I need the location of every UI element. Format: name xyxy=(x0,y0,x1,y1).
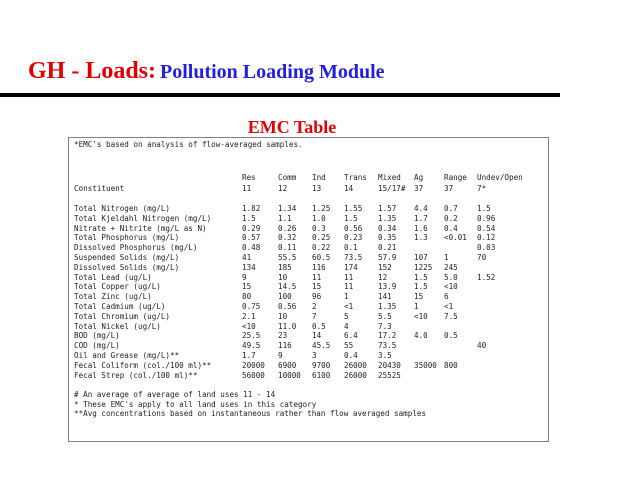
row-4-cell-3: 0.22 xyxy=(312,243,331,253)
row-15-cell-1: 1.7 xyxy=(242,351,256,360)
row-13-cell-4: 6.4 xyxy=(344,331,358,341)
row-16-cell-7: 800 xyxy=(444,360,458,370)
row-1-cell-7: 0.2 xyxy=(444,213,458,223)
row-9-cell-1: 80 xyxy=(242,292,252,302)
row-8-cell-1: 15 xyxy=(242,282,252,292)
row-17-cell-1: 56000 xyxy=(242,370,265,380)
row-4-cell-2: 0.11 xyxy=(278,243,297,253)
row-17-cell-2: 10000 xyxy=(278,370,301,380)
row-11-cell-2: 10 xyxy=(278,311,288,321)
row-5-cell-8: 70 xyxy=(477,253,487,262)
row-7-cell-6: 1.5 xyxy=(414,272,428,282)
table-header-row-landuse xyxy=(69,173,548,182)
row-2-cell-6: 1.6 xyxy=(414,223,428,233)
table-row xyxy=(69,263,548,272)
row-10-cell-0: Total Cadmium (ug/L) xyxy=(74,302,166,311)
header2-cell-7: 37 xyxy=(444,184,454,193)
row-1-cell-2: 1.1 xyxy=(278,213,292,223)
row-13-cell-0: BOD (mg/L) xyxy=(74,331,120,341)
row-3-cell-5: 0.35 xyxy=(378,233,397,243)
emc-table-image xyxy=(68,137,549,442)
row-3-cell-7: <0.01 xyxy=(444,233,467,243)
header1-cell-1: Res xyxy=(242,173,256,182)
row-0-cell-2: 1.34 xyxy=(278,204,297,213)
table-header-row-codes xyxy=(69,184,548,193)
header2-cell-2: 12 xyxy=(278,184,288,193)
row-0-cell-3: 1.25 xyxy=(312,204,331,213)
table-row xyxy=(69,243,548,252)
row-2-cell-7: 0.4 xyxy=(444,223,458,233)
row-14-cell-0: COD (mg/L) xyxy=(74,341,120,351)
title-prefix: GH - Loads: xyxy=(28,58,157,84)
row-9-cell-6: 15 xyxy=(414,292,424,302)
row-11-cell-5: 5.5 xyxy=(378,311,392,321)
row-9-cell-4: 1 xyxy=(344,292,349,302)
row-7-cell-3: 11 xyxy=(312,272,322,282)
title-divider xyxy=(0,93,560,97)
header2-cell-5: 15/17# xyxy=(378,184,406,193)
row-17-cell-0: Fecal Strep (col./100 ml)** xyxy=(74,370,198,380)
table-row xyxy=(69,312,548,321)
table-footnote: * These EMC's apply to all land uses in this category xyxy=(74,399,317,409)
row-7-cell-4: 11 xyxy=(344,272,354,282)
table-row xyxy=(69,331,548,340)
table-caption: *EMC's based on analysis of flow-averaged samples. xyxy=(74,140,303,149)
table-footnote: **Avg concentrations based on instantaneous rather than flow averaged samples xyxy=(74,409,427,419)
row-12-cell-2: 11.0 xyxy=(278,321,297,331)
row-1-cell-3: 1.0 xyxy=(312,213,326,223)
row-14-cell-4: 55 xyxy=(344,341,354,351)
row-6-cell-3: 116 xyxy=(312,262,326,272)
row-14-cell-1: 49.5 xyxy=(242,341,261,351)
row-4-cell-1: 0.48 xyxy=(242,243,261,253)
row-15-cell-3: 3 xyxy=(312,351,317,360)
row-0-cell-7: 0.7 xyxy=(444,204,458,213)
row-0-cell-6: 4.4 xyxy=(414,204,428,213)
row-17-cell-5: 25525 xyxy=(378,370,401,380)
table-footnote: # An average of average of land uses 11 - 14 xyxy=(74,390,276,400)
row-2-cell-2: 0.26 xyxy=(278,223,297,233)
row-10-cell-7: <1 xyxy=(444,302,454,311)
row-9-cell-3: 96 xyxy=(312,292,322,302)
row-13-cell-1: 25.5 xyxy=(242,331,261,341)
row-11-cell-4: 5 xyxy=(344,311,349,321)
row-17-cell-4: 26000 xyxy=(344,370,367,380)
row-2-cell-0: Nitrate + Nitrite (mg/L as N) xyxy=(74,223,207,233)
row-1-cell-1: 1.5 xyxy=(242,213,256,223)
row-7-cell-7: 5.0 xyxy=(444,272,458,282)
row-2-cell-4: 0.56 xyxy=(344,223,363,233)
row-16-cell-1: 20000 xyxy=(242,360,265,370)
row-14-cell-2: 116 xyxy=(278,341,292,351)
row-17-cell-3: 6100 xyxy=(312,370,331,380)
row-13-cell-2: 23 xyxy=(278,331,288,341)
row-9-cell-0: Total Zinc (ug/L) xyxy=(74,292,152,302)
table-row xyxy=(69,233,548,242)
header2-cell-4: 14 xyxy=(344,184,354,193)
table-row xyxy=(69,371,548,380)
row-12-cell-1: <10 xyxy=(242,321,256,331)
row-14-cell-8: 40 xyxy=(477,341,487,351)
row-6-cell-4: 174 xyxy=(344,262,358,272)
row-3-cell-1: 0.57 xyxy=(242,233,261,243)
row-4-cell-0: Dissolved Phosphorus (mg/L) xyxy=(74,243,198,253)
row-8-cell-2: 14.5 xyxy=(278,282,297,292)
slide-title xyxy=(28,58,385,85)
header2-cell-8: 7* xyxy=(477,184,487,193)
title-suffix: Pollution Loading Module xyxy=(160,61,385,83)
table-row xyxy=(69,361,548,370)
row-3-cell-0: Total Phosphorus (mg/L) xyxy=(74,233,180,243)
row-2-cell-5: 0.34 xyxy=(378,223,397,233)
table-row xyxy=(69,322,548,331)
row-10-cell-3: 2 xyxy=(312,302,317,311)
row-2-cell-8: 0.54 xyxy=(477,223,496,233)
row-15-cell-0: Oil and Grease (mg/L)** xyxy=(74,351,180,360)
emc-table-heading: EMC Table xyxy=(247,117,337,137)
row-5-cell-0: Suspended Solids (mg/L) xyxy=(74,253,180,262)
row-5-cell-5: 57.9 xyxy=(378,253,397,262)
row-16-cell-4: 26000 xyxy=(344,360,367,370)
table-row xyxy=(69,214,548,223)
row-15-cell-2: 9 xyxy=(278,351,283,360)
row-14-cell-5: 73.5 xyxy=(378,341,397,351)
row-12-cell-4: 4 xyxy=(344,321,349,331)
row-14-cell-3: 45.5 xyxy=(312,341,331,351)
row-11-cell-0: Total Chromium (ug/L) xyxy=(74,311,171,321)
row-13-cell-5: 17.2 xyxy=(378,331,397,341)
row-0-cell-0: Total Nitrogen (mg/L) xyxy=(74,204,171,213)
row-1-cell-8: 0.96 xyxy=(477,213,496,223)
row-11-cell-3: 7 xyxy=(312,311,317,321)
row-9-cell-7: 6 xyxy=(444,292,449,302)
header1-cell-7: Range xyxy=(444,173,467,182)
row-10-cell-6: 1 xyxy=(414,302,419,311)
row-2-cell-3: 0.3 xyxy=(312,223,326,233)
row-6-cell-6: 1225 xyxy=(414,262,433,272)
row-16-cell-2: 6900 xyxy=(278,360,297,370)
row-5-cell-2: 55.5 xyxy=(278,253,297,262)
row-0-cell-1: 1.82 xyxy=(242,204,261,213)
row-6-cell-7: 245 xyxy=(444,262,458,272)
row-4-cell-5: 0.21 xyxy=(378,243,397,253)
row-13-cell-3: 14 xyxy=(312,331,322,341)
header1-cell-5: Mixed xyxy=(378,173,401,182)
row-1-cell-4: 1.5 xyxy=(344,213,358,223)
row-7-cell-2: 10 xyxy=(278,272,288,282)
row-1-cell-0: Total Kjeldahl Nitrogen (mg/L) xyxy=(74,213,212,223)
row-8-cell-0: Total Copper (ug/L) xyxy=(74,282,161,292)
row-3-cell-4: 0.23 xyxy=(344,233,363,243)
row-7-cell-0: Total Lead (ug/L) xyxy=(74,272,152,282)
row-11-cell-7: 7.5 xyxy=(444,311,458,321)
row-13-cell-6: 4.0 xyxy=(414,331,428,341)
table-row xyxy=(69,273,548,282)
row-9-cell-5: 141 xyxy=(378,292,392,302)
row-12-cell-0: Total Nickel (ug/L) xyxy=(74,321,161,331)
row-15-cell-5: 3.5 xyxy=(378,351,392,360)
row-6-cell-2: 185 xyxy=(278,262,292,272)
row-5-cell-1: 41 xyxy=(242,253,252,262)
table-row xyxy=(69,292,548,301)
row-6-cell-1: 134 xyxy=(242,262,256,272)
row-6-cell-5: 152 xyxy=(378,262,392,272)
header1-cell-6: Ag xyxy=(414,173,424,182)
row-6-cell-0: Dissolved Solids (mg/L) xyxy=(74,262,180,272)
row-4-cell-8: 0.03 xyxy=(477,243,496,253)
row-1-cell-5: 1.35 xyxy=(378,213,397,223)
row-11-cell-6: <10 xyxy=(414,311,428,321)
row-3-cell-8: 0.12 xyxy=(477,233,496,243)
row-3-cell-6: 1.3 xyxy=(414,233,428,243)
row-2-cell-1: 0.29 xyxy=(242,223,261,233)
row-1-cell-6: 1.7 xyxy=(414,213,428,223)
header1-cell-3: Ind xyxy=(312,173,326,182)
row-5-cell-4: 73.5 xyxy=(344,253,363,262)
row-16-cell-5: 20430 xyxy=(378,360,401,370)
header2-cell-3: 13 xyxy=(312,184,322,193)
row-3-cell-3: 0.25 xyxy=(312,233,331,243)
row-0-cell-4: 1.55 xyxy=(344,204,363,213)
table-row xyxy=(69,224,548,233)
row-15-cell-4: 0.4 xyxy=(344,351,358,360)
row-10-cell-4: <1 xyxy=(344,302,354,311)
row-8-cell-5: 13.9 xyxy=(378,282,397,292)
row-10-cell-1: 0.75 xyxy=(242,302,261,311)
table-row xyxy=(69,341,548,350)
row-9-cell-2: 100 xyxy=(278,292,292,302)
header2-cell-1: 11 xyxy=(242,184,252,193)
row-7-cell-8: 1.52 xyxy=(477,272,496,282)
row-10-cell-5: 1.35 xyxy=(378,302,397,311)
row-16-cell-0: Fecal Coliform (col./100 ml)** xyxy=(74,360,212,370)
header1-cell-2: Comm xyxy=(278,173,297,182)
row-12-cell-3: 0.5 xyxy=(312,321,326,331)
row-11-cell-1: 2.1 xyxy=(242,311,256,321)
row-8-cell-6: 1.5 xyxy=(414,282,428,292)
row-8-cell-4: 11 xyxy=(344,282,354,292)
table-row xyxy=(69,204,548,213)
row-7-cell-5: 12 xyxy=(378,272,388,282)
row-10-cell-2: 0.56 xyxy=(278,302,297,311)
row-0-cell-8: 1.5 xyxy=(477,204,491,213)
header2-cell-0: Constituent xyxy=(74,184,125,193)
header1-cell-8: Undev/Open xyxy=(477,173,523,182)
header1-cell-4: Trans xyxy=(344,173,367,182)
row-16-cell-6: 35000 xyxy=(414,360,437,370)
row-5-cell-3: 60.5 xyxy=(312,253,331,262)
table-row xyxy=(69,282,548,291)
row-12-cell-5: 7.3 xyxy=(378,321,392,331)
row-3-cell-2: 0.32 xyxy=(278,233,297,243)
row-13-cell-7: 0.5 xyxy=(444,331,458,341)
row-4-cell-4: 0.1 xyxy=(344,243,358,253)
table-row xyxy=(69,302,548,311)
table-row xyxy=(69,351,548,360)
row-8-cell-3: 15 xyxy=(312,282,322,292)
row-5-cell-7: 1 xyxy=(444,253,449,262)
row-7-cell-1: 9 xyxy=(242,272,247,282)
row-5-cell-6: 107 xyxy=(414,253,428,262)
table-row xyxy=(69,253,548,262)
row-8-cell-7: <10 xyxy=(444,282,458,292)
row-16-cell-3: 9700 xyxy=(312,360,331,370)
row-0-cell-5: 1.57 xyxy=(378,204,397,213)
header2-cell-6: 37 xyxy=(414,184,424,193)
